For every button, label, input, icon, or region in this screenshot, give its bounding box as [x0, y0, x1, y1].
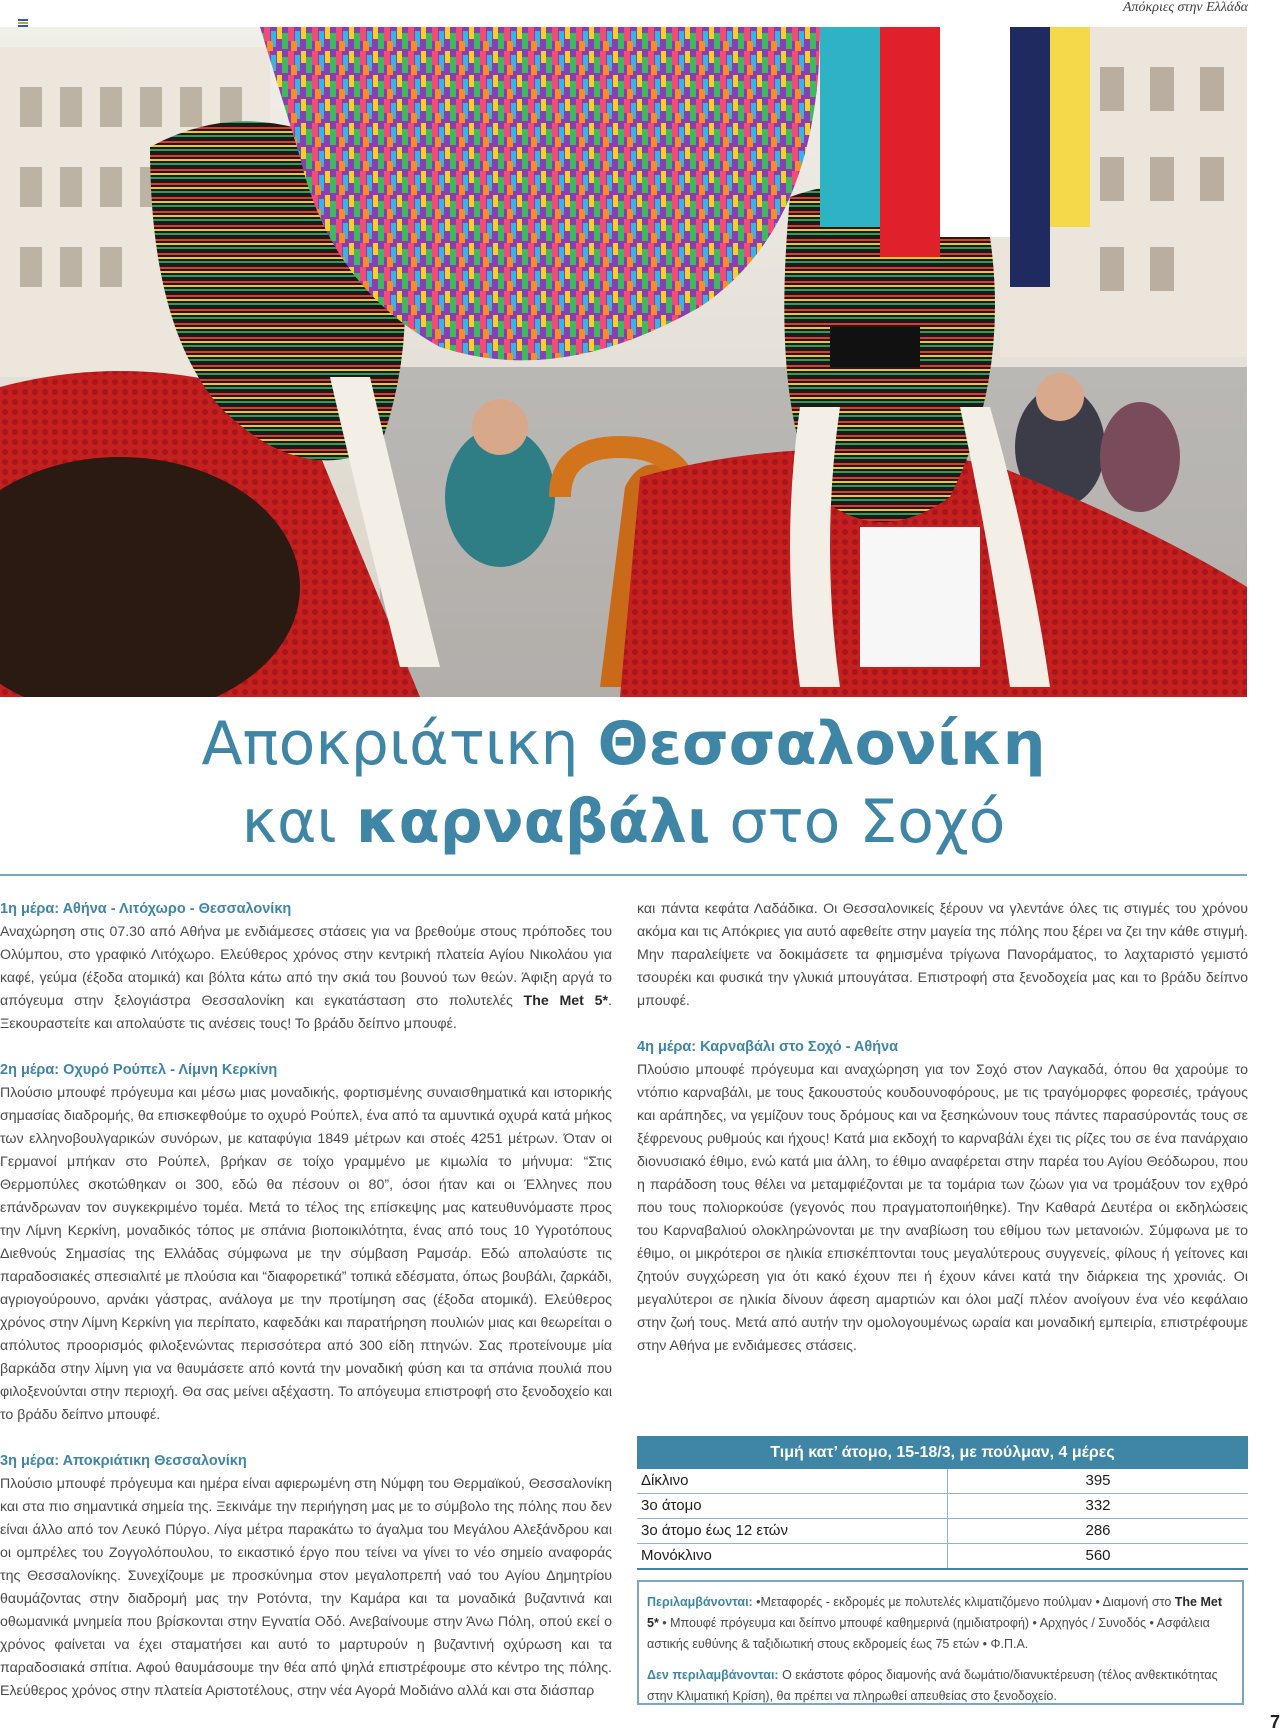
day-1-text-a: Αναχώρηση στις 07.30 από Αθήνα με ενδιάμεσες στάσεις για να βρεθούμε στους πρόποδες του Ολύμπου, στο γραφικό Λιτόχωρο. Ελεύθερος χρόνος στην κεντρική πλατεία Αγίου Νικολάου για καφέ, γεύμα (έξοδα ατομικά) και βόλτα κάτω από την σκιά του βουνού των θεών. Άφιξη αργά το απόγευμα στην ξελογιάστρα Θεσσαλονίκη και εγκατάσταση στο πολυτελές: [0, 924, 612, 1009]
excludes-text-body: Ο εκάστοτε φόρος διαμονής ανά δωμάτιο/διανυκτέρευση (τέλος ανθεκτικότητας στην Κλιματική Κρίση), θα πρέπει να πληρωθεί απευθείας στο ξενοδοχείο.: [647, 1668, 1218, 1703]
title-line1-regular: Αποκριάτικη: [201, 709, 598, 779]
price-row: [637, 1469, 1248, 1494]
price-table-header: Τιμή κατ’ άτομο, 15-18/3, με πούλμαν, 4 μέρες: [637, 1436, 1248, 1469]
price-row-value: 332: [1085, 1497, 1111, 1514]
title-line-2: [0, 783, 1247, 861]
includes-text-a: •Μεταφορές - εκδρομές με πολυτελές κλιματιζόμενο πούλμαν • Διαμονή στο: [752, 1595, 1175, 1609]
price-row-label: Μονόκλινο: [637, 1544, 948, 1568]
title-line2-bold: καρναβάλι: [355, 787, 711, 857]
day-3-text: Πλούσιο μπουφέ πρόγευμα και ημέρα είναι αφιερωμένη στη Νύμφη του Θερμαϊκού, Θεσσαλονίκη και στα πιο σημαντικά σημεία της. Ξεκινάμε την περιήγηση μας με το σύμβολο της πόλης που δεν είναι άλλο από τον Λευκό Πύργο. Λίγα μέτρα παρακάτω το άγαλμα του Μεγάλου Αλεξάνδρου και οι ομπρέλες του Ζογγολόπουλου, το εικαστικό έργο που τείνει να γίνει το νέο σημείο αναφοράς της Θεσσαλονίκης. Συνεχίζουμε με προσκύνημα στον μεγαλοπρεπή ναό του Αγίου Δημητρίου θαυμάζοντας στην διαδρομή μας την Ροτόντα, την Καμάρα και τα μοναδικά βυζαντινά και οθωμανικά μνημεία που βρίσκονται στην Εγνατία Οδό. Ανεβαίνουμε στην Άνω Πόλη, οπού εκεί ο χρόνος φαίνεται να έχει σταματήσει και αυτό το μαρτυρούν η βυζαντινή οχύρωση και τα παραδοσιακά σπίτια. Αφού θαυμάσουμε την θέα από ψηλά επιστρέφουμε στο κέντρο της πόλης. Ελεύθερος χρόνος στην πλατεία Αριστοτέλους, στην νέα Αγορά Μοδιάνο αλλά και στα διάσπαρ: [0, 1476, 612, 1699]
page-title: [0, 705, 1247, 861]
includes-text-b: • Μπουφέ πρόγευμα και δείπνο μπουφέ καθημερινά (ημιδιατροφή) • Αρχηγός / Συνοδός • Ασφάλεια αστικής ευθύνης & ταξιδιωτική στους εκδρομείς έως 75 ετών • Φ.Π.Α.: [647, 1616, 1210, 1651]
day-2-text: Πλούσιο μπουφέ πρόγευμα και μέσω μιας μοναδικής, φορτισμένης συναισθηματικά και ιστορικής σημασίας διαδρομής, θα επισκεφθούμε το οχυρό Ρούπελ, ένα από τα αμυντικά οχυρά κατά μήκος των ελληνοβουλγαρικών συνόρων, με καταφύγια 1849 μέτρων και στοές 4251 μέτρων. Όταν οι Γερμανοί μπήκαν στο Ρούπελ, βρήκαν σε τοίχο γραμμένο με κιμωλία το μήνυμα: “Στις Θερμοπύλες σκοτώθηκαν οι 300, εδώ θα πέσουν οι 80”, όσοι ήταν και οι Έλληνες που επάνδρωναν τον συγκεκριμένο τομέα. Μετά το τέλος της επίσκεψης μας κατευθυνόμαστε προς την Λίμνη Κερκίνη, μοναδικός τόπος με σπάνια βιοποικιλότητα, ένας από τους 10 Υγροτόπους Διεθνούς Σημασίας της Ελλάδας σύμφωνα με την σύμβαση Ραμσάρ. Εδώ απολαύστε τις παραδοσιακές σπεσιαλιτέ με πλούσια και “διαφορετικά” τοπικά εδέσματα, όπως βουβάλι, ζαρκάδι, αγριογούρουνο, αρνάκι γάστρας, ανάλογα με την προτίμηση σας (έξοδα ατομικά). Ελεύθερος χρόνος στην Λίμνη Κερκίνη για περίπατο, καφεδάκι και παρατήρηση πουλιών μιας και θεωρείται ο απόλυτος προορισμός φιλοξενώντας περισσότερα από 300 είδη πτηνών. Σας προτείνουμε μία βαρκάδα στην λίμνη για να θαυμάσετε από κοντά την μοναδική φύση και τα σπάνια πουλιά που φιλοξενούνται στην περιοχή. Θα σας μείνει αξέχαστη. Το απόγευμα επιστροφή στο ξενοδοχείο και το βράδυ δείπνο μπουφέ.: [0, 1085, 612, 1423]
price-row: [637, 1519, 1248, 1544]
day-1-text: [0, 921, 612, 1036]
day-1-hotel-name: The Met 5*: [523, 993, 609, 1009]
day-1-title: 1η μέρα: Αθήνα - Λιτόχωρο - Θεσσαλονίκη: [0, 901, 292, 917]
price-row: [637, 1494, 1248, 1519]
includes-text: [647, 1592, 1234, 1655]
includes-label: Περιλαμβάνονται:: [647, 1595, 753, 1609]
title-line1-bold: Θεσσαλονίκη: [597, 709, 1046, 779]
left-column: [0, 898, 612, 1703]
day-1-text-b: . Ξεκουραστείτε και απολαύστε τις ανέσεις τους! Το βράδυ δείπνο μπουφέ.: [0, 993, 612, 1032]
title-divider: [0, 874, 1247, 876]
price-row-value: 560: [1085, 1547, 1111, 1564]
price-row-label: 3ο άτομο: [637, 1494, 948, 1518]
day-4-text: Πλούσιο μπουφέ πρόγευμα και αναχώρηση για τον Σοχό στον Λαγκαδά, όπου θα χαρούμε το ντόπιο καρναβάλι, με τους ξακουστούς κουδουνοφόρους, με τις τραγόμορφες φορεσιές, τράγους και αράπηδες, να γεμίζουν τους δρόμους και να ξεσηκώνουν τους πάντες παρασύροντάς τους σε ξέφρενους ρυθμούς και ήχους! Κατά μια εκδοχή το καρναβάλι έχει τις ρίζες του σε ένα πανάρχαιο διονυσιακό έθιμο, ενώ κατά μια άλλη, το έθιμο αναφέρεται στην παρέα του Αγίου Θεόδωρου, που η παράδοση τους θέλει να μεταμφιέζονται με τα τομάρια των ζώων για να τρομάξουν τον εχθρό που τους πολιορκούσε (γεγονός που πραγματοποιήθηκε). Την Καθαρά Δευτέρα οι εκδηλώσεις του Καρναβαλιού ολοκληρώνονται με την αναβίωση του εθίμου των μετανοιών. Σύμφωνα με το έθιμο, οι μικρότεροι σε ηλικία επισκέπτονται τους μεγαλύτερους συγγενείς, φίλους ή γείτονες και ζητούν συγχώρεση για ότι κακό έχουν πει ή έχουν κάνει κατά την διάρκεια της χρονιάς. Οι μεγαλύτεροι σε ηλικία δίνουν άφεση αμαρτιών και όλοι μαζί πλέον ανοίγουν ένα νέο κεφάλαιο στην ζωή τους. Μετά από αυτήν την ομολογουμένως ωραία και μοναδική εμπειρία, επιστρέφουμε στην Αθήνα με ενδιάμεσες στάσεις.: [637, 1062, 1248, 1354]
excludes-text: [647, 1665, 1234, 1707]
inclusions-box: [637, 1580, 1244, 1705]
price-row-label: 3ο άτομο έως 12 ετών: [637, 1519, 948, 1543]
price-row-label: Δίκλινο: [637, 1469, 948, 1493]
day-3-title: 3η μέρα: Αποκριάτικη Θεσσαλονίκη: [0, 1453, 247, 1469]
hero-photo-carnival-masks: [0, 27, 1247, 697]
price-row-value: 286: [1085, 1522, 1111, 1539]
day-3-continuation: και πάντα κεφάτα Λαδάδικα. Οι Θεσσαλονικείς ξέρουν να γλεντάνε όλες τις στιγμές του χρόνου ακόμα και τις Απόκριες για αυτό αφεθείτε στην μαγεία της πόλης που ξέρει να ζει την κάθε στιγμή. Μην παραλείψετε να δοκιμάσετε τα φημισμένα τρίγωνα Πανοράματος, το λαχταριστό γεμιστό τσουρέκι και φυσικά την γλυκιά μπουγάτσα. Επιστροφή στα ξενοδοχεία μας και το βράδυ δείπνο μπουφέ.: [637, 901, 1248, 1009]
greek-flag-icon: [18, 19, 28, 27]
page-number: 7: [1269, 1712, 1280, 1732]
right-column: [637, 898, 1248, 1358]
price-row: [637, 1544, 1248, 1568]
title-line2-regular-b: στο Σοχό: [710, 787, 1006, 857]
day-2-title: 2η μέρα: Οχυρό Ρούπελ - Λίμνη Κερκίνη: [0, 1062, 278, 1078]
price-table: [637, 1436, 1248, 1570]
day-4-title: 4η μέρα: Καρναβάλι στο Σοχό - Αθήνα: [637, 1039, 899, 1055]
price-table-bottom-rule: [637, 1568, 1248, 1570]
price-row-value: 395: [1085, 1472, 1111, 1489]
excludes-label: Δεν περιλαμβάνονται:: [647, 1668, 779, 1682]
carnival-photo-illustration: [0, 27, 1247, 697]
title-line-1: [0, 705, 1247, 783]
includes-hotel-name: The Met 5*: [647, 1595, 1222, 1630]
title-line2-regular-a: και: [241, 787, 356, 857]
running-head: Απόκριες στην Ελλάδα: [1122, 0, 1248, 15]
